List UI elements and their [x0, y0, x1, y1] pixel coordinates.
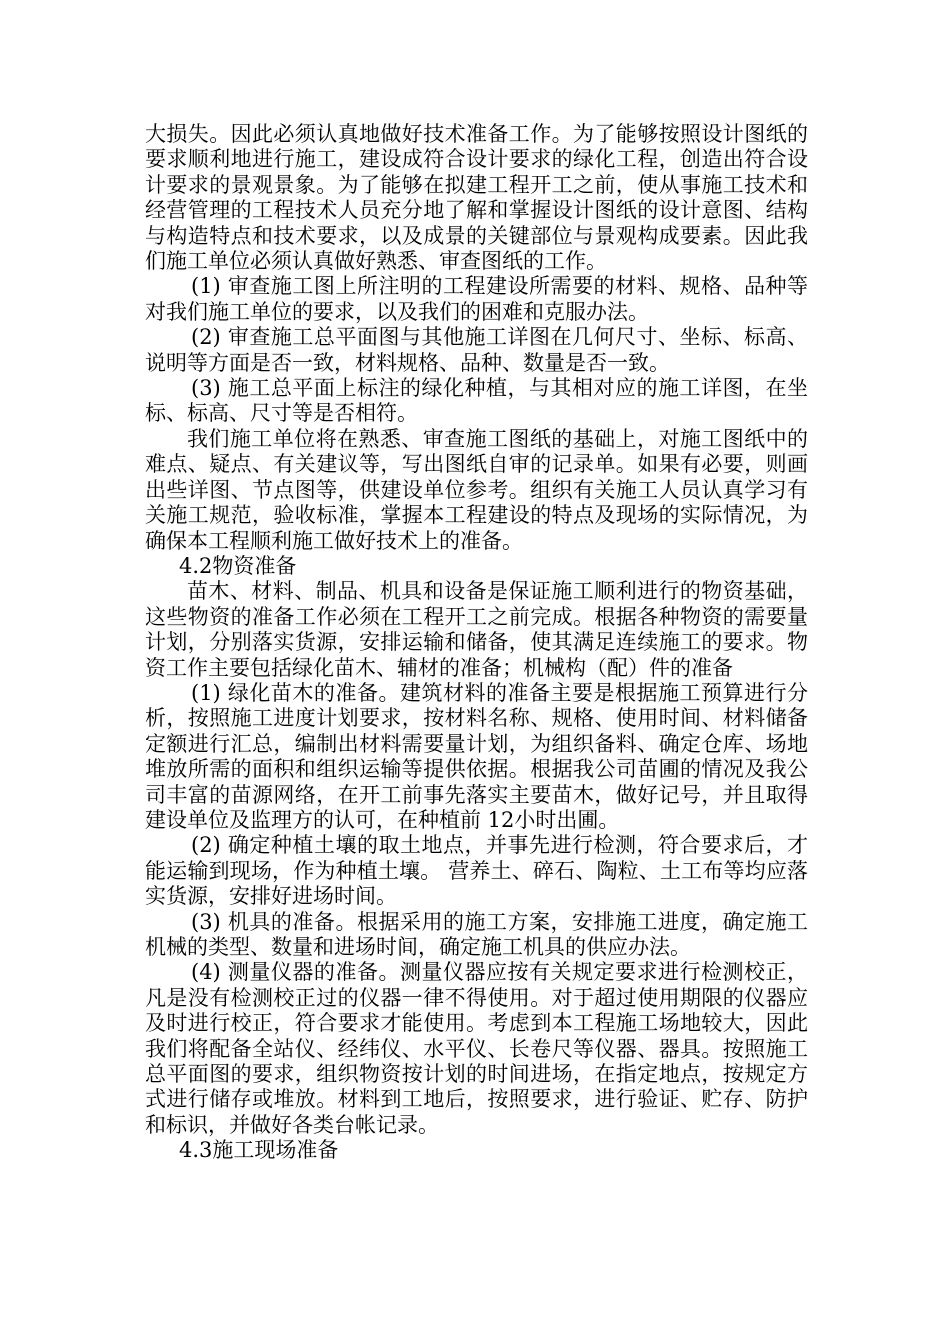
section-heading-site-prep: 4.3施工现场准备 [179, 1138, 339, 1163]
paragraph-drawing-review: 我们施工单位将在熟悉、审查施工图纸的基础上，对施工图纸中的难点、疑点、有关建议等，写出图纸自审的记录单。如果有必要，则画出些详图、节点图等，供建设单位参考。组织有关施工人员认真学习有关施工规范，验收标准，掌握本工程建设的特点及现场的实际情况，为确保本工程顺利施工做好技术上的准备。 [145, 426, 808, 553]
list-item-seedling-prep: (1) 绿化苗木的准备。建筑材料的准备主要是根据施工预算进行分析，按照施工进度计划要求，按材料名称、规格、使用时间、材料储备定额进行汇总，编制出材料需要量计划，为组织备料、确定仓库、场地堆放所需的面积和组织运输等提供依据。根据我公司苗圃的情况及我公司丰富的苗源网络，在开工前事先落实主要苗木，做好记号，并且取得建设单位及监理方的认可，在种植前 12小时出圃。 [145, 680, 808, 832]
paragraph-material-prep: 苗木、材料、制品、机具和设备是保证施工顺利进行的物资基础，这些物资的准备工作必须在工程开工之前完成。根据各种物资的需要量计划，分别落实货源，安排运输和储备，使其满足连续施工的要求。物资工作主要包括绿化苗木、辅材的准备；机械构（配）件的准备 [145, 579, 808, 680]
paragraph-tech-prep-continued: 大损失。因此必须认真地做好技术准备工作。为了能够按照设计图纸的要求顺利地进行施工，建设成符合设计要求的绿化工程，创造出符合设计要求的景观景象。为了能够在拟建工程开工之前，使从事施工技术和经营管理的工程技术人员充分地了解和掌握设计图纸的设计意图、结构与构造特点和技术要求，以及成景的关键部位与景观构成要素。因此我们施工单位必须认真做好熟悉、审查图纸的工作。 [145, 122, 808, 274]
list-item-soil-source: (2) 确定种植土壤的取土地点，并事先进行检测，符合要求后，才能运输到现场，作为种植土壤。 营养土、碎石、陶粒、土工布等均应落实货源，安排好进场时间。 [145, 833, 808, 909]
list-item-review-materials: (1) 审查施工图上所注明的工程建设所需要的材料、规格、品种等对我们施工单位的要求，以及我们的困难和克服办法。 [145, 274, 808, 324]
list-item-review-site-plan: (2) 审查施工总平面图与其他施工详图在几何尺寸、坐标、标高、说明等方面是否一致，材料规格、品种、数量是否一致。 [145, 325, 808, 375]
list-item-review-planting: (3) 施工总平面上标注的绿化种植，与其相对应的施工详图，在坐标、标高、尺寸等是否相符。 [145, 376, 808, 426]
document-page [145, 122, 808, 1164]
section-heading-material-prep: 4.2物资准备 [179, 553, 297, 578]
list-item-instrument-prep: (4) 测量仪器的准备。测量仪器应按有关规定要求进行检测校正，凡是没有检测校正过的仪器一律不得使用。对于超过使用期限的仪器应及时进行校正，符合要求才能使用。考虑到本工程施工场地较大，因此我们将配备全站仪、经纬仪、水平仪、长卷尺等仪器、器具。按照施工总平面图的要求，组织物资按计划的时间进场，在指定地点，按规定方式进行储存或堆放。材料到工地后，按照要求，进行验证、贮存、防护和标识，并做好各类台帐记录。 [145, 960, 808, 1137]
list-item-equipment-prep: (3) 机具的准备。根据采用的施工方案，安排施工进度，确定施工机械的类型、数量和进场时间，确定施工机具的供应办法。 [145, 909, 808, 959]
